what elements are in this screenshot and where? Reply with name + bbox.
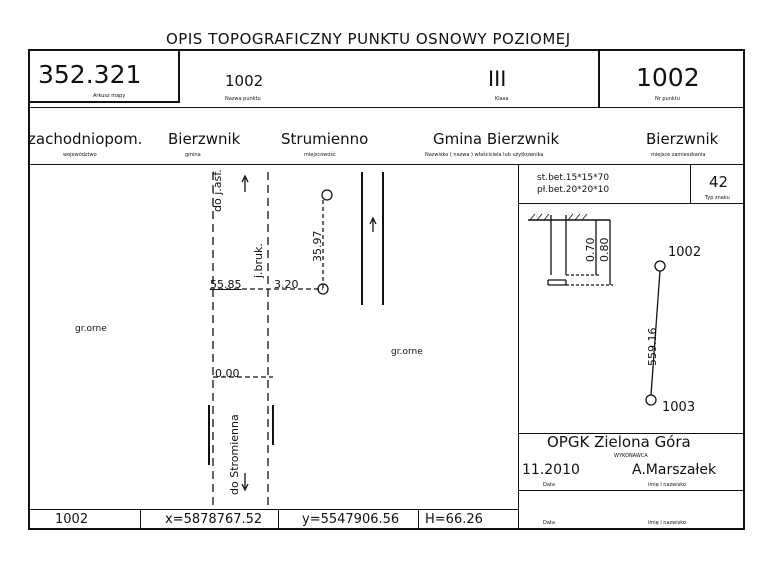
marker-type-label: Typ znaku xyxy=(705,195,730,201)
marker-box-sep xyxy=(690,164,691,204)
map-sheet-value: 352.321 xyxy=(38,60,142,89)
footer-h: H=66.26 xyxy=(425,512,483,527)
marker-depth-2: 0.80 xyxy=(598,237,611,262)
executor-bottom-line xyxy=(518,490,745,491)
road-south-label: do Stromienna xyxy=(228,414,241,495)
point-number-value: 1002 xyxy=(636,63,700,92)
point-1003-label: 1003 xyxy=(662,400,696,415)
footer-y: y=5547906.56 xyxy=(302,512,400,527)
executor-date-label: Data xyxy=(543,482,555,488)
marker-line1: st.bet.15*15*70 xyxy=(537,173,610,183)
executor-person: A.Marszałek xyxy=(632,462,717,478)
class-label: Klasa xyxy=(495,96,509,102)
point-number-label: Nr punktu xyxy=(655,96,680,102)
executor-name-label: WYKONAWCA xyxy=(614,453,648,459)
page-title: OPIS TOPOGRAFICZNY PUNKTU OSNOWY POZIOMEJ xyxy=(166,30,571,48)
residence-value: Bierzwnik xyxy=(646,130,719,148)
paved-road-label: j.bruk. xyxy=(252,243,265,278)
owner-label: Nazwisko ( nazwa ) właściciela lub użytkownika xyxy=(425,152,544,158)
footer-sep-2 xyxy=(278,509,279,529)
executor-person-label-2: imię i nazwisko xyxy=(648,520,687,526)
dist-c-label: 35.97 xyxy=(311,230,324,262)
commune-label: gmina xyxy=(185,152,201,158)
points-distance-label: 559.16 xyxy=(646,327,659,366)
class-value: III xyxy=(488,66,507,91)
marker-line2: pł.bet.20*20*10 xyxy=(537,185,610,195)
executor-name: OPGK Zielona Góra xyxy=(547,433,691,451)
executor-date: 11.2010 xyxy=(522,462,580,478)
point-name-label: Nazwa punktu xyxy=(225,96,261,102)
point-name-value: 1002 xyxy=(225,72,264,90)
locality-value: Strumienno xyxy=(281,130,369,148)
commune-value: Bierzwnik xyxy=(168,130,241,148)
footer-sep-3 xyxy=(418,509,419,529)
footer-point: 1002 xyxy=(55,512,89,527)
footer-x: x=5878767.52 xyxy=(165,512,263,527)
dist-zero-label: 0.00 xyxy=(215,367,240,380)
marker-depth-1: 0.70 xyxy=(584,237,597,262)
map-sheet-label: Arkusz mapy xyxy=(93,93,126,99)
executor-date-label-2: Data xyxy=(543,520,555,526)
voivodeship-label: województwo xyxy=(63,152,97,158)
residence-label: miejsce zamieszkania xyxy=(651,152,706,158)
voivodeship-value: zachodniopom. xyxy=(28,130,143,148)
field-right-label: gr.orne xyxy=(391,347,423,357)
dist-a-label: 55.85 xyxy=(210,278,242,291)
footer-sep-1 xyxy=(140,509,141,529)
executor-person-label: imię i nazwisko xyxy=(648,482,687,488)
locality-label: miejscowość xyxy=(304,152,336,158)
marker-type-value: 42 xyxy=(709,173,729,191)
road-north-label: do j.asf. xyxy=(211,169,224,212)
owner-value: Gmina Bierzwnik xyxy=(433,130,560,148)
field-left-label: gr.orne xyxy=(75,324,107,334)
marker-box-bottom xyxy=(518,203,745,204)
point-1002-label: 1002 xyxy=(668,245,702,260)
dist-b-label: 3.20 xyxy=(274,278,299,291)
